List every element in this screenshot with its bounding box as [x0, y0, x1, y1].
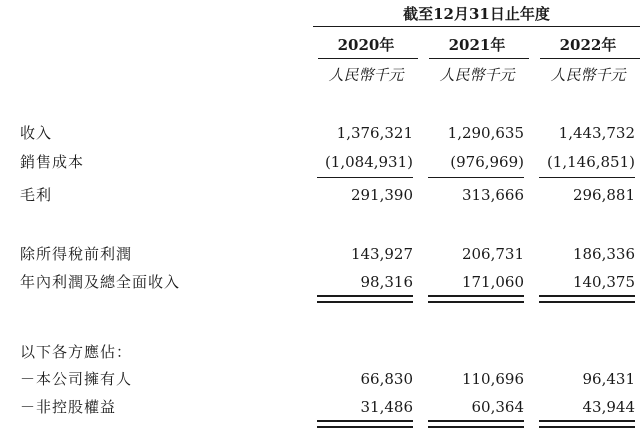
row-label: 除所得稅前利潤 — [20, 245, 133, 263]
unit-2022: 人民幣千元 — [550, 66, 626, 84]
cell-2022: (1,146,851) — [546, 153, 635, 171]
cell-2021: 206,731 — [461, 245, 524, 263]
unit-2020: 人民幣千元 — [328, 66, 404, 84]
row-label: －非控股權益 — [20, 398, 117, 416]
cell-2020: 98,316 — [360, 273, 413, 291]
table-row-profit-for-year — [0, 270, 640, 294]
cell-2022: 296,881 — [572, 186, 635, 204]
cell-2020: (1,084,931) — [324, 153, 413, 171]
cell-2021: 110,696 — [461, 370, 524, 388]
row-label: 以下各方應佔： — [20, 343, 133, 361]
period-underline — [313, 26, 640, 27]
year-2021-header: 2021年 — [448, 36, 506, 54]
total-double-rule — [539, 295, 635, 303]
total-double-rule — [428, 295, 524, 303]
subtotal-rule — [428, 177, 524, 178]
cell-2022: 186,336 — [572, 245, 635, 263]
row-label: 銷售成本 — [20, 153, 85, 171]
year-2022-header: 2022年 — [559, 36, 617, 54]
table-row-attributable-heading — [0, 340, 640, 364]
year-2020-header: 2020年 — [337, 36, 395, 54]
cell-2021: 1,290,635 — [447, 124, 524, 142]
table-row-owners — [0, 367, 640, 391]
year-2022-underline — [540, 58, 640, 59]
unit-2021: 人民幣千元 — [439, 66, 515, 84]
table-row-revenue — [0, 121, 640, 145]
total-double-rule — [317, 420, 413, 428]
cell-2020: 31,486 — [360, 398, 413, 416]
cell-2020: 291,390 — [350, 186, 413, 204]
cell-2022: 1,443,732 — [558, 124, 635, 142]
table-row-non-controlling — [0, 395, 640, 419]
cell-2021: 313,666 — [461, 186, 524, 204]
total-double-rule — [317, 295, 413, 303]
cell-2020: 1,376,321 — [336, 124, 413, 142]
cell-2021: 171,060 — [461, 273, 524, 291]
cell-2022: 96,431 — [582, 370, 635, 388]
total-double-rule — [428, 420, 524, 428]
year-2021-underline — [429, 58, 529, 59]
row-label: －本公司擁有人 — [20, 370, 133, 388]
cell-2022: 140,375 — [572, 273, 635, 291]
subtotal-rule — [317, 177, 413, 178]
subtotal-rule — [539, 177, 635, 178]
cell-2021: 60,364 — [471, 398, 524, 416]
table-row-gross-profit — [0, 183, 640, 207]
row-label: 收入 — [20, 124, 53, 142]
total-double-rule — [539, 420, 635, 428]
row-label: 毛利 — [20, 186, 53, 204]
cell-2021: (976,969) — [450, 153, 524, 171]
period-header: 截至12月31日止年度 — [403, 5, 550, 23]
table-row-cost-of-sales — [0, 150, 640, 174]
cell-2020: 66,830 — [360, 370, 413, 388]
cell-2020: 143,927 — [350, 245, 413, 263]
row-label: 年內利潤及總全面收入 — [20, 273, 181, 291]
year-2020-underline — [318, 58, 418, 59]
table-row-profit-before-tax — [0, 242, 640, 266]
cell-2022: 43,944 — [582, 398, 635, 416]
